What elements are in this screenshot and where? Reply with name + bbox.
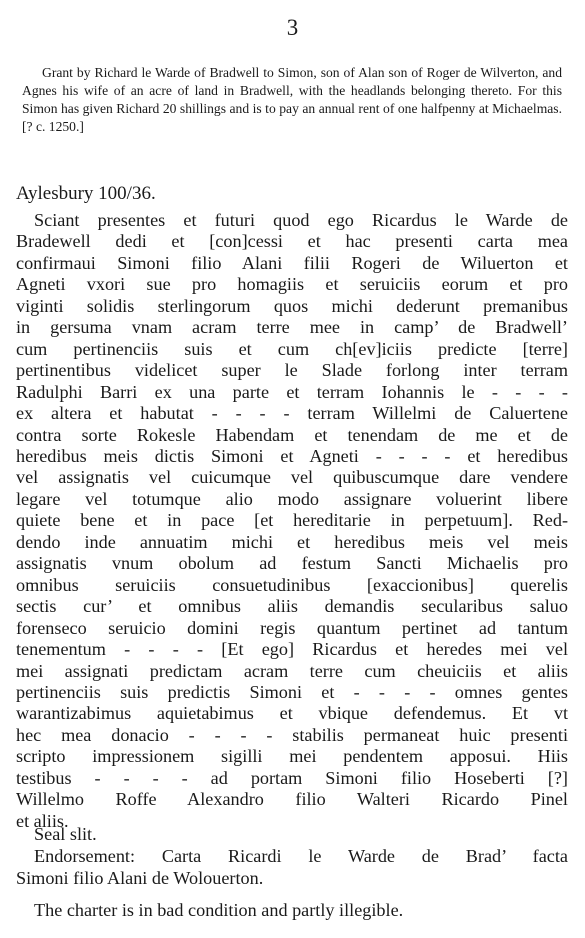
condition-note: The charter is in bad condition and partly illegible. [34,900,404,920]
charter-line: cum pertinenciis suis et cum ch[ev]iciis predicte [terre] [16,338,568,359]
endorsement [16,846,568,889]
charter-line: contra sorte Rokesle Habendam et tenendam de me et de [16,424,568,445]
charter-line: hec mea donacio - - - - stabilis permaneat huic presenti [16,724,568,745]
charter-line: et aliis. [16,810,69,831]
charter-line: in gersuma vnam acram terre mee in camp’ de Bradwell’ [16,317,568,338]
charter-line: Sciant presentes et futuri quod ego Ricardus le Warde de [34,210,568,230]
charter-line: testibus - - - - ad portam Simoni filio Hoseberti [?] [16,767,568,788]
charter-line: dendo inde annuatim michi et heredibus meis vel meis [16,531,568,552]
charter-line: confirmaui Simoni filio Alani filii Rogeri de Wiluerton et [16,252,568,273]
charter-line: sectis cur’ et omnibus aliis demandis secularibus saluo [16,596,568,617]
charter-line: viginti solidis sterlingorum quos michi dederunt premanibus [16,295,568,316]
charter-line: assignatis vnum obolum ad festum Sancti Michaelis pro [16,553,568,574]
charter-line: Radulphi Barri ex una parte et terram Iohannis le - - - - [16,381,568,402]
charter-line: tenementum - - - - [Et ego] Ricardus et heredes mei vel [16,639,568,660]
charter-line: quiete bene et in pace [et hereditarie in perpetuum]. Red- [16,510,568,531]
endorsement-line: Endorsement: Carta Ricardi le Warde de Brad’ facta [34,846,568,866]
charter-line: Bradewell dedi et [con]cessi et hac presenti carta mea [16,231,568,252]
charter-line: Agneti vxori sue pro homagiis et seruiciis eorum et pro [16,274,568,295]
charter-line: scripto impressionem sigilli mei pendentem apposui. Hiis [16,746,568,767]
charter-line: vel assignatis vel cuicumque vel quibuscumque dare vendere [16,467,568,488]
charter-line: ex altera et habutat - - - - terram Willelmi de Caluertene [16,403,568,424]
page-number: 3 [286,15,299,40]
charter-text [16,210,568,832]
charter-line: heredibus meis dictis Simoni et Agneti - - - - et heredibus [16,445,568,466]
charter-line: legare vel totumque alio modo assignare voluerint libere [16,488,568,509]
charter-line: Willelmo Roffe Alexandro filio Walteri Ricardo Pinel [16,789,568,810]
endorsement-line: Simoni filio Alani de Wolouerton. [16,867,264,888]
archive-reference: Aylesbury 100/36. [16,183,156,204]
charter-line: mei assignati predictam acram terre cum cheuiciis et aliis [16,660,568,681]
charter-line: omnibus seruiciis consuetudinibus [exaccionibus] querelis [16,574,568,595]
charter-line: pertinentibus videlicet super le Slade forlong inter terram [16,360,568,381]
seal-note: Seal slit. [34,824,97,844]
charter-line: warantizabimus aquietabimus et vbique defendemus. Et vt [16,703,568,724]
charter-line: pertinenciis suis predictis Simoni et - - - - omnes gentes [16,681,568,702]
document-summary: Grant by Richard le Warde of Bradwell to Simon, son of Alan son of Roger de Wilverton, and Agnes his wife of an acre of land in Bradwell, with the headlands belonging thereto. For this Simon has given Richard 20 shillings and is to pay an annual rent of one halfpenny at Michaelmas. [? c. 1250.] [22,65,562,134]
charter-line: forenseco seruicio domini regis quantum pertinet ad tantum [16,617,568,638]
